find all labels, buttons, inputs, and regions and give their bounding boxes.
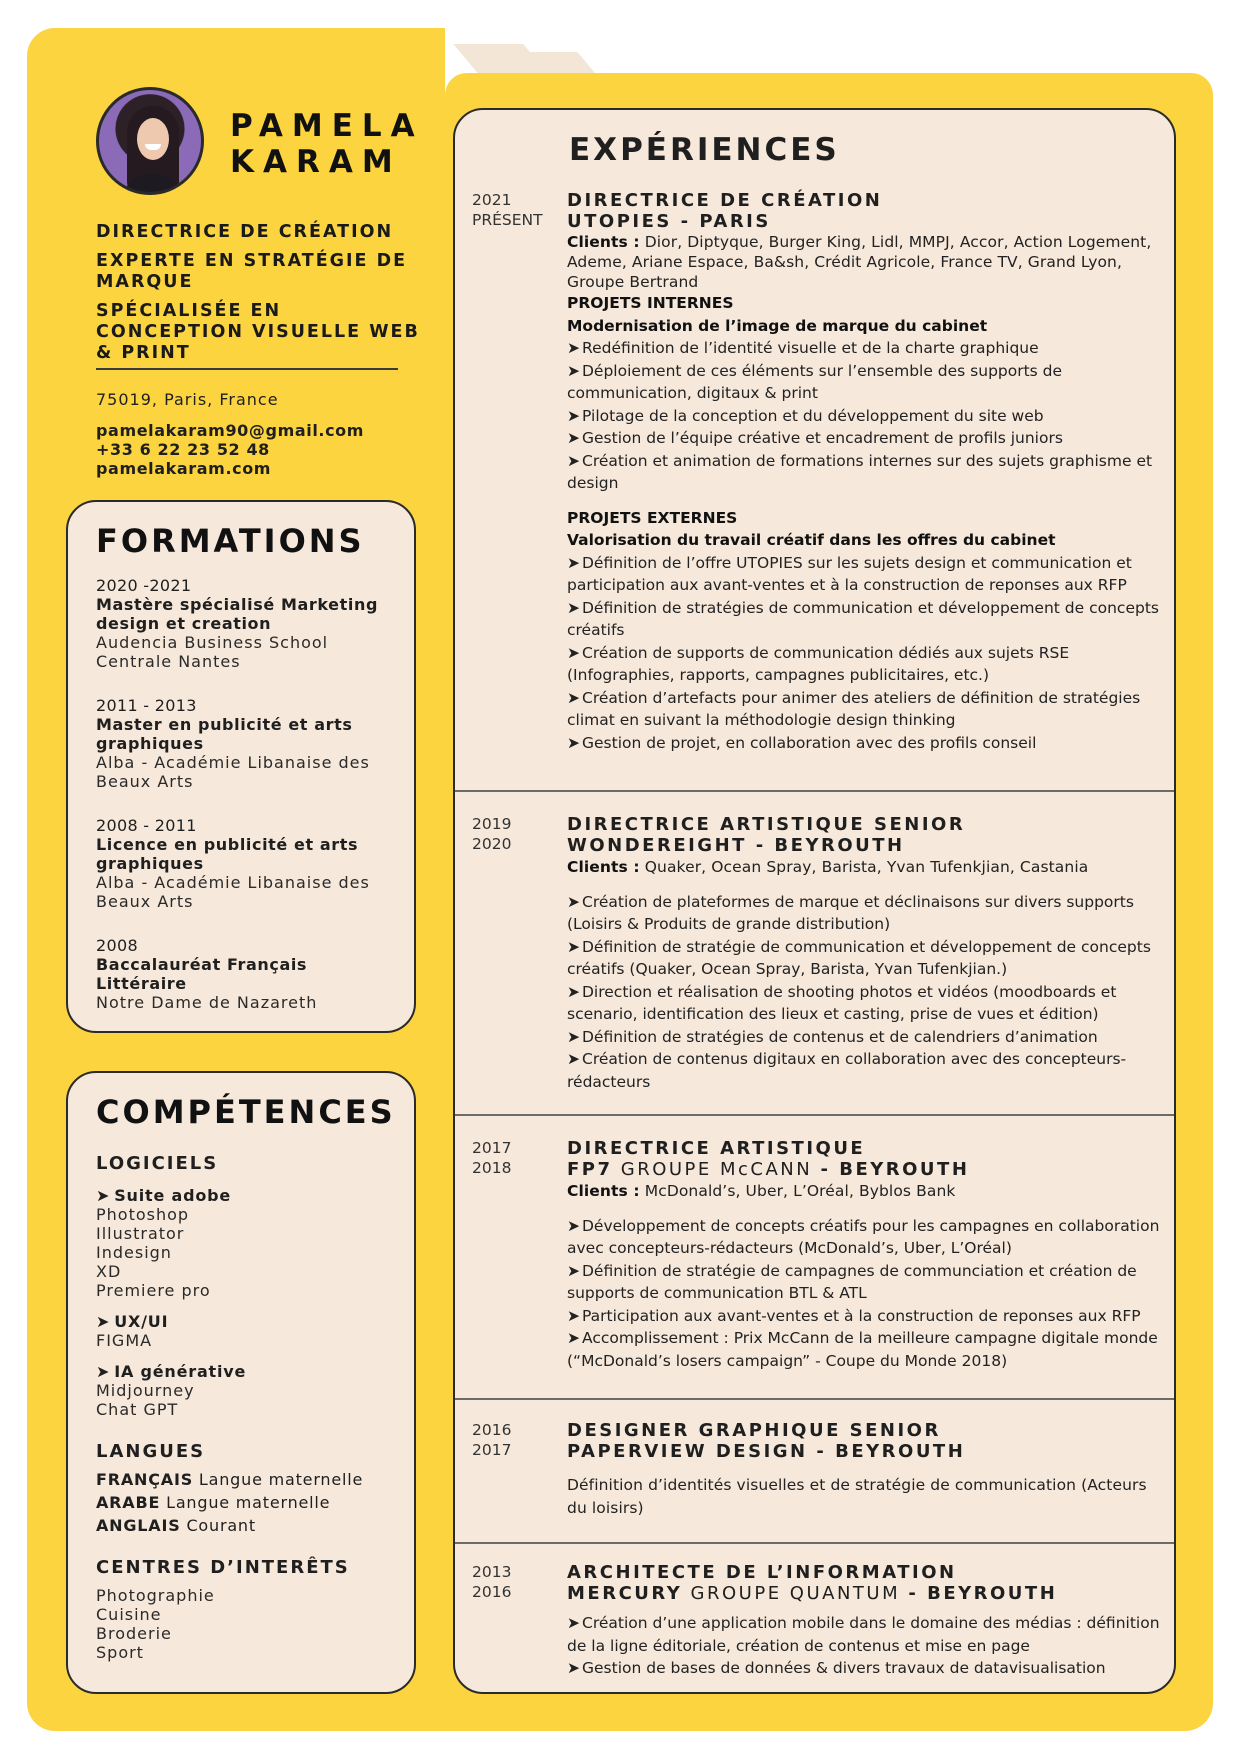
projects-internal-sub: Modernisation de l’image de marque du cabinet (567, 316, 988, 335)
job-company: FP7 GROUPE McCANN - BEYROUTH (567, 1159, 970, 1180)
arrow-right-icon: ➤ (567, 643, 580, 662)
job-years: 2013 2016 (472, 1563, 512, 1601)
bullet-item: ➤ Création d’une application mobile dans le domaine des médias : définition de la ligne éditoriale, création de contenus et mise en page (567, 1614, 1160, 1655)
phone[interactable]: +33 6 22 23 52 48 (96, 440, 270, 459)
arrow-right-icon: ➤ (567, 339, 580, 357)
arrow-right-icon: ➤ (567, 451, 580, 470)
language-item: ANGLAIS Courant (96, 1516, 256, 1535)
bullet-item: ➤ Création de contenus digitaux en collaboration avec des concepteurs-rédacteurs (567, 1050, 1127, 1091)
job-separator (455, 790, 1174, 792)
headline-title: SPÉCIALISÉE EN CONCEPTION VISUELLE WEB & PRINT (96, 301, 420, 363)
arrow-right-icon: ➤ (567, 1261, 580, 1280)
job-role: DIRECTRICE ARTISTIQUE (567, 1138, 866, 1159)
website-link[interactable]: pamelakaram.com (96, 459, 272, 478)
arrow-right-icon: ➤ (567, 1216, 580, 1235)
arrow-right-icon: ➤ (567, 1614, 580, 1632)
job-years: 2016 2017 (472, 1421, 512, 1459)
langues-heading: LANGUES (96, 1441, 206, 1462)
formations-title: FORMATIONS (96, 522, 365, 560)
arrow-right-icon: ➤ (567, 1027, 580, 1046)
bullet-item: ➤ Création d’artefacts pour animer des ateliers de définition de stratégies climat en suivant la méthodologie design thinking (567, 688, 1141, 729)
formation-item: 2008 Baccalauréat Français Littéraire Notre Dame de Nazareth (96, 936, 318, 1012)
bullet-item: ➤ Définition de stratégie de communication et développement de concepts créatifs (Quaker, Ocean Spray, Barista, Yvan Tufenkjian.) (567, 937, 1151, 978)
email-link[interactable]: pamelakaram90@gmail.com (96, 421, 365, 440)
bullet-item: ➤ Pilotage de la conception et du développement du site web (567, 405, 1162, 428)
arrow-right-icon: ➤ (96, 1186, 111, 1205)
headline-title: DIRECTRICE DE CRÉATION (96, 222, 394, 242)
arrow-right-icon: ➤ (567, 1659, 580, 1677)
arrow-right-icon: ➤ (96, 1312, 111, 1331)
projects-external-heading: PROJETS EXTERNES (567, 508, 738, 527)
competences-title: COMPÉTENCES (96, 1093, 396, 1131)
bullet-item: ➤ Définition de stratégie de campagnes de communciation et création de supports de communication BTL & ATL (567, 1261, 1137, 1302)
interest-item: Cuisine (96, 1605, 162, 1624)
arrow-right-icon: ➤ (567, 982, 580, 1001)
job-company: PAPERVIEW DESIGN - BEYROUTH (567, 1441, 966, 1462)
job-separator (455, 1114, 1174, 1116)
job-years: 2017 2018 (472, 1139, 512, 1177)
job-company: WONDEREIGHT - BEYROUTH (567, 835, 905, 856)
contact-info (96, 390, 364, 478)
bullet-item: ➤ Direction et réalisation de shooting photos et vidéos (moodboards et scenario, identification des lieux et casting, prise de vues et édition) (567, 982, 1117, 1023)
bullet-item: ➤ Création et animation de formations internes sur des sujets graphisme et design (567, 451, 1153, 492)
job-years: 2021 PRÉSENT (472, 191, 543, 229)
bullet-item: ➤ Gestion de l’équipe créative et encadrement de profils juniors (567, 427, 1162, 450)
experiences-title: EXPÉRIENCES (569, 132, 840, 168)
job-clients: Clients : Dior, Diptyque, Burger King, Lidl, MMPJ, Accor, Action Logement, Ademe, Ariane Espace, Ba&sh, Crédit Agricole, France TV, Grand Lyon, Groupe Bertrand (567, 233, 1152, 291)
arrow-right-icon: ➤ (567, 1050, 580, 1068)
bullet-item: ➤ Définition de stratégies de contenus et de calendriers d’animation (567, 1026, 1162, 1049)
full-name: PAMELA KARAM (230, 108, 424, 180)
arrow-right-icon: ➤ (567, 598, 580, 617)
formation-item: 2020 -2021 Mastère spécialisé Marketing design et creation Audencia Business School Centrale Nantes (96, 576, 379, 671)
interest-item: Sport (96, 1643, 144, 1662)
logiciels-heading: LOGICIELS (96, 1153, 219, 1174)
bullet-item: ➤ Redéfinition de l’identité visuelle et de la charte graphique (567, 337, 1162, 360)
formation-item: 2011 - 2013 Master en publicité et arts graphiques Alba - Académie Libanaise des Beaux Arts (96, 696, 370, 791)
bullet-item: ➤ Création de supports de communication dédiés aux sujets RSE (Infographies, rapports, campagnes publicitaires, etc.) (567, 643, 1070, 684)
bullet-item: ➤ Participation aux avant-ventes et à la construction de reponses aux RFP (567, 1305, 1162, 1328)
bullet-item: ➤ Développement de concepts créatifs pour les campagnes en collaboration avec concepteurs-rédacteurs (McDonald’s, Uber, L’Oréal) (567, 1216, 1160, 1257)
job-clients: Clients : McDonald’s, Uber, L’Oréal, Byblos Bank (567, 1182, 956, 1200)
experiences-card (453, 108, 1176, 1694)
avatar (96, 87, 204, 195)
projects-external-sub: Valorisation du travail créatif dans les offres du cabinet (567, 531, 1056, 549)
arrow-right-icon: ➤ (567, 1329, 580, 1347)
projects-internal-heading: PROJETS INTERNES (567, 294, 734, 312)
divider (96, 368, 398, 370)
headline-title: EXPERTE EN STRATÉGIE DE MARQUE (96, 251, 408, 292)
headline (96, 222, 436, 372)
interest-item: Photographie (96, 1586, 215, 1605)
job-role: DIRECTRICE ARTISTIQUE SENIOR (567, 814, 966, 835)
arrow-right-icon: ➤ (567, 429, 580, 447)
arrow-right-icon: ➤ (567, 1306, 580, 1325)
job-description: Définition d’identités visuelles et de stratégie de communication (Acteurs du loisirs) (567, 1476, 1147, 1517)
interets-heading: CENTRES D’INTERÊTS (96, 1557, 350, 1578)
bullet-item: ➤ Définition de stratégies de communication et développement de concepts créatifs (567, 598, 1159, 639)
arrow-right-icon: ➤ (567, 892, 580, 911)
arrow-right-icon: ➤ (567, 361, 580, 380)
bullet-item: ➤ Accomplissement : Prix McCann de la meilleure campagne digitale monde (“McDonald’s losers campaign” - Coupe du Monde 2018) (567, 1329, 1158, 1370)
formations-card (66, 500, 416, 1033)
formation-item: 2008 - 2011 Licence en publicité et arts graphiques Alba - Académie Libanaise des Beaux Arts (96, 816, 370, 911)
bullet-item: ➤ Gestion de bases de données & divers travaux de datavisualisation (567, 1657, 1162, 1680)
arrow-right-icon: ➤ (567, 406, 580, 425)
address: 75019, Paris, France (96, 390, 279, 409)
arrow-right-icon: ➤ (567, 553, 580, 572)
interest-item: Broderie (96, 1624, 172, 1643)
job-years: 2019 2020 (472, 815, 512, 853)
skill-group: ➤ IA générative Midjourney Chat GPT (96, 1362, 247, 1419)
arrow-right-icon: ➤ (567, 937, 580, 956)
competences-card (66, 1071, 416, 1694)
job-role: DESIGNER GRAPHIQUE SENIOR (567, 1420, 941, 1441)
arrow-right-icon: ➤ (96, 1362, 111, 1381)
skill-group: ➤ Suite adobe Photoshop Illustrator Indesign XD Premiere pro (96, 1186, 232, 1300)
arrow-right-icon: ➤ (567, 733, 580, 752)
job-clients: Clients : Quaker, Ocean Spray, Barista, Yvan Tufenkjian, Castania (567, 858, 1089, 876)
job-separator (455, 1542, 1174, 1544)
language-item: FRANÇAIS Langue maternelle (96, 1470, 364, 1489)
job-separator (455, 1398, 1174, 1400)
skill-group: ➤ UX/UI FIGMA (96, 1312, 169, 1350)
language-item: ARABE Langue maternelle (96, 1493, 331, 1512)
bullet-item: ➤ Définition de l’offre UTOPIES sur les sujets design et communication et participation aux avant-ventes et à la construction de reponses aux RFP (567, 553, 1132, 594)
bullet-item: ➤ Gestion de projet, en collaboration avec des profils conseil (567, 732, 1162, 755)
arrow-right-icon: ➤ (567, 688, 580, 707)
job-role: ARCHITECTE DE L’INFORMATION (567, 1562, 957, 1583)
bullet-item: ➤ Déploiement de ces éléments sur l’ensemble des supports de communication, digitaux & print (567, 361, 1063, 402)
job-role: DIRECTRICE DE CRÉATION (567, 190, 883, 211)
bullet-item: ➤ Création de plateformes de marque et déclinaisons sur divers supports (Loisirs & Produits de grande distribution) (567, 892, 1134, 933)
job-company: UTOPIES - PARIS (567, 211, 771, 232)
job-company: MERCURY GROUPE QUANTUM - BEYROUTH (567, 1583, 1058, 1604)
